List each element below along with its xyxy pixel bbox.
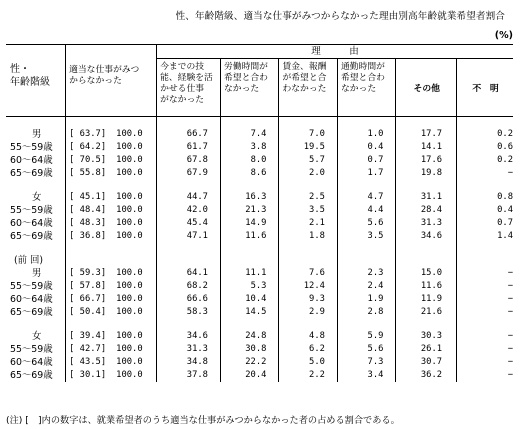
reason-value-6: − <box>457 330 513 343</box>
reason-value-5: 17.6 <box>396 154 457 167</box>
reason-value-2: 22.2 <box>220 356 278 369</box>
reason-value-1: 31.3 <box>157 343 221 356</box>
reason-value-3: 2.2 <box>279 369 337 382</box>
table-row <box>6 204 513 217</box>
reason-value-1: 47.1 <box>157 230 221 243</box>
reason-value-6: 0.8 <box>457 191 513 204</box>
table-row <box>6 356 513 369</box>
reason-value-2: 10.4 <box>220 293 278 306</box>
reason-value-1: 67.9 <box>157 167 221 180</box>
header-reason-3: 賃金、報酬 が希望と合 わなかった <box>279 59 337 117</box>
header-reason-5: その他 <box>396 59 457 117</box>
reason-value-2: 14.9 <box>220 217 278 230</box>
ratio-value: [ 55.8] <box>69 168 107 178</box>
reason-value-4: 2.4 <box>337 280 395 293</box>
header-reason-2: 労働時間が 希望と合わ なかった <box>220 59 278 117</box>
ratio-value: [ 48.3] <box>69 218 107 228</box>
row-label: 60～64歳 <box>10 294 53 305</box>
reason-value-1: 67.8 <box>157 154 221 167</box>
reason-value-3: 7.6 <box>279 267 337 280</box>
row-label: 65～69歳 <box>10 168 53 179</box>
total-cell <box>66 154 157 167</box>
total-value: 100.0 <box>116 192 143 202</box>
reason-value-5: 21.6 <box>396 306 457 319</box>
reason-value-4: 2.3 <box>337 267 395 280</box>
table-row <box>6 280 513 293</box>
reason-value-5: 14.1 <box>396 141 457 154</box>
header-category: 性・ 年齢階級 <box>6 45 66 117</box>
reason-value-4: 7.3 <box>337 356 395 369</box>
reason-value-6: − <box>457 343 513 356</box>
ratio-value: [ 30.1] <box>69 370 107 380</box>
reason-value-2: 20.4 <box>220 369 278 382</box>
reason-value-3: 2.9 <box>279 306 337 319</box>
row-label: 60～64歳 <box>10 218 53 229</box>
row-label: 男 <box>32 129 42 140</box>
total-value: 100.0 <box>116 344 143 354</box>
table-row <box>6 293 513 306</box>
total-value: 100.0 <box>116 168 143 178</box>
reason-value-3: 5.0 <box>279 356 337 369</box>
row-label: 女 <box>32 331 42 342</box>
reason-value-3: 3.5 <box>279 204 337 217</box>
total-value: 100.0 <box>116 231 143 241</box>
reason-value-2: 16.3 <box>220 191 278 204</box>
ratio-value: [ 59.3] <box>69 268 107 278</box>
total-cell <box>66 306 157 319</box>
reason-value-4: 0.7 <box>337 154 395 167</box>
row-label: 55～59歳 <box>10 281 53 292</box>
total-value: 100.0 <box>116 281 143 291</box>
total-cell <box>66 128 157 141</box>
reason-value-2: 5.3 <box>220 280 278 293</box>
total-cell <box>66 267 157 280</box>
reason-value-2: 11.6 <box>220 230 278 243</box>
row-label: 65～69歳 <box>10 307 53 318</box>
row-label: 60～64歳 <box>10 155 53 166</box>
reason-value-5: 11.6 <box>396 280 457 293</box>
reason-value-5: 34.6 <box>396 230 457 243</box>
total-cell <box>66 217 157 230</box>
reason-value-2: 21.3 <box>220 204 278 217</box>
table-row <box>6 369 513 382</box>
reason-value-2: 8.6 <box>220 167 278 180</box>
total-cell <box>66 230 157 243</box>
reason-value-5: 31.3 <box>396 217 457 230</box>
table-row <box>6 154 513 167</box>
reason-value-1: 34.8 <box>157 356 221 369</box>
header-reason-1: 今までの技 能、経験を活 かせる仕事 がなかった <box>157 59 221 117</box>
reason-value-5: 36.2 <box>396 369 457 382</box>
reason-value-5: 19.8 <box>396 167 457 180</box>
total-cell <box>66 369 157 382</box>
reason-value-4: 5.6 <box>337 217 395 230</box>
row-label: 65～69歳 <box>10 231 53 242</box>
reason-value-6: 0.2 <box>457 154 513 167</box>
total-cell <box>66 330 157 343</box>
reason-value-6: − <box>457 369 513 382</box>
table-row <box>6 217 513 230</box>
ratio-value: [ 50.4] <box>69 307 107 317</box>
ratio-value: [ 70.5] <box>69 155 107 165</box>
ratio-value: [ 63.7] <box>69 129 107 139</box>
table-row <box>6 167 513 180</box>
group-heading-row <box>6 254 513 267</box>
reason-value-6: 0.4 <box>457 204 513 217</box>
total-value: 100.0 <box>116 357 143 367</box>
reason-value-2: 30.8 <box>220 343 278 356</box>
reason-value-3: 2.5 <box>279 191 337 204</box>
reason-value-6: 1.4 <box>457 230 513 243</box>
reason-value-2: 24.8 <box>220 330 278 343</box>
reason-value-5: 30.3 <box>396 330 457 343</box>
total-cell <box>66 141 157 154</box>
total-cell <box>66 191 157 204</box>
header-reason-6: 不 明 <box>457 59 513 117</box>
reason-value-6: − <box>457 267 513 280</box>
total-value: 100.0 <box>116 370 143 380</box>
reason-value-5: 31.1 <box>396 191 457 204</box>
reason-value-2: 3.8 <box>220 141 278 154</box>
reason-value-4: 1.7 <box>337 167 395 180</box>
reason-value-5: 17.7 <box>396 128 457 141</box>
reason-value-3: 2.1 <box>279 217 337 230</box>
reason-value-1: 44.7 <box>157 191 221 204</box>
row-label: 55～59歳 <box>10 205 53 216</box>
ratio-value: [ 45.1] <box>69 192 107 202</box>
reason-value-6: − <box>457 280 513 293</box>
reason-value-3: 6.2 <box>279 343 337 356</box>
total-cell <box>66 293 157 306</box>
reason-value-2: 11.1 <box>220 267 278 280</box>
reason-value-2: 8.0 <box>220 154 278 167</box>
reason-value-4: 0.4 <box>337 141 395 154</box>
reason-value-1: 66.7 <box>157 128 221 141</box>
reason-value-3: 12.4 <box>279 280 337 293</box>
reason-value-5: 11.9 <box>396 293 457 306</box>
ratio-value: [ 43.5] <box>69 357 107 367</box>
total-cell <box>66 204 157 217</box>
header-reason-group: 理 由 <box>157 45 513 59</box>
total-value: 100.0 <box>116 155 143 165</box>
row-label: 60～64歳 <box>10 357 53 368</box>
table-row <box>6 330 513 343</box>
reason-value-4: 3.4 <box>337 369 395 382</box>
total-value: 100.0 <box>116 307 143 317</box>
row-label: 男 <box>32 268 42 279</box>
reason-value-1: 61.7 <box>157 141 221 154</box>
row-label: 55～59歳 <box>10 142 53 153</box>
reason-value-2: 14.5 <box>220 306 278 319</box>
reason-value-3: 19.5 <box>279 141 337 154</box>
unit-label: (%) <box>494 30 513 41</box>
reason-value-1: 64.1 <box>157 267 221 280</box>
table-row <box>6 230 513 243</box>
reason-value-1: 68.2 <box>157 280 221 293</box>
total-value: 100.0 <box>116 218 143 228</box>
ratio-value: [ 48.4] <box>69 205 107 215</box>
reason-value-5: 15.0 <box>396 267 457 280</box>
total-value: 100.0 <box>116 129 143 139</box>
ratio-value: [ 64.2] <box>69 142 107 152</box>
reason-value-1: 34.6 <box>157 330 221 343</box>
reason-value-4: 5.9 <box>337 330 395 343</box>
table-row <box>6 141 513 154</box>
reason-value-6: 0.7 <box>457 217 513 230</box>
reason-value-4: 1.9 <box>337 293 395 306</box>
reason-value-1: 58.3 <box>157 306 221 319</box>
reason-value-6: − <box>457 356 513 369</box>
row-label: 65～69歳 <box>10 370 53 381</box>
total-cell <box>66 343 157 356</box>
total-value: 100.0 <box>116 331 143 341</box>
reason-value-3: 2.0 <box>279 167 337 180</box>
total-value: 100.0 <box>116 142 143 152</box>
row-label: 55～59歳 <box>10 344 53 355</box>
reason-value-4: 1.0 <box>337 128 395 141</box>
reason-value-6: − <box>457 167 513 180</box>
table-row <box>6 306 513 319</box>
total-value: 100.0 <box>116 205 143 215</box>
reason-value-6: 0.2 <box>457 128 513 141</box>
ratio-value: [ 39.4] <box>69 331 107 341</box>
row-label: 女 <box>32 192 42 203</box>
total-cell <box>66 167 157 180</box>
total-cell <box>66 356 157 369</box>
table-row <box>6 343 513 356</box>
ratio-value: [ 66.7] <box>69 294 107 304</box>
reason-value-3: 4.8 <box>279 330 337 343</box>
table-title: 性、年齢階級、適当な仕事がみつからなかった理由別高年齢就業希望者割合 <box>175 11 505 22</box>
table-row <box>6 128 513 141</box>
reason-value-5: 30.7 <box>396 356 457 369</box>
total-value: 100.0 <box>116 268 143 278</box>
reason-value-3: 5.7 <box>279 154 337 167</box>
reason-value-4: 5.6 <box>337 343 395 356</box>
reason-value-6: − <box>457 293 513 306</box>
total-value: 100.0 <box>116 294 143 304</box>
reason-value-5: 28.4 <box>396 204 457 217</box>
total-cell <box>66 280 157 293</box>
reason-value-1: 45.4 <box>157 217 221 230</box>
header-reason-4: 通勤時間が 希望と合わ なかった <box>337 59 395 117</box>
group-heading: (前 回) <box>14 255 44 266</box>
reason-table <box>6 44 513 382</box>
reason-value-4: 3.5 <box>337 230 395 243</box>
reason-value-1: 42.0 <box>157 204 221 217</box>
reason-value-3: 7.0 <box>279 128 337 141</box>
footnote: (注) [ ]内の数字は、就業希望者のうち適当な仕事がみつからなかった者の占める割合である。 <box>6 415 400 426</box>
reason-value-4: 4.4 <box>337 204 395 217</box>
reason-value-2: 7.4 <box>220 128 278 141</box>
reason-value-3: 9.3 <box>279 293 337 306</box>
reason-value-4: 4.7 <box>337 191 395 204</box>
reason-value-5: 26.1 <box>396 343 457 356</box>
reason-value-3: 1.8 <box>279 230 337 243</box>
reason-value-6: − <box>457 306 513 319</box>
ratio-value: [ 36.8] <box>69 231 107 241</box>
ratio-value: [ 42.7] <box>69 344 107 354</box>
reason-value-1: 66.6 <box>157 293 221 306</box>
reason-value-6: 0.6 <box>457 141 513 154</box>
header-total: 適当な仕事がみつ からなかった <box>66 45 157 117</box>
reason-value-4: 2.8 <box>337 306 395 319</box>
reason-value-1: 37.8 <box>157 369 221 382</box>
table-row <box>6 191 513 204</box>
ratio-value: [ 57.8] <box>69 281 107 291</box>
table-row <box>6 267 513 280</box>
